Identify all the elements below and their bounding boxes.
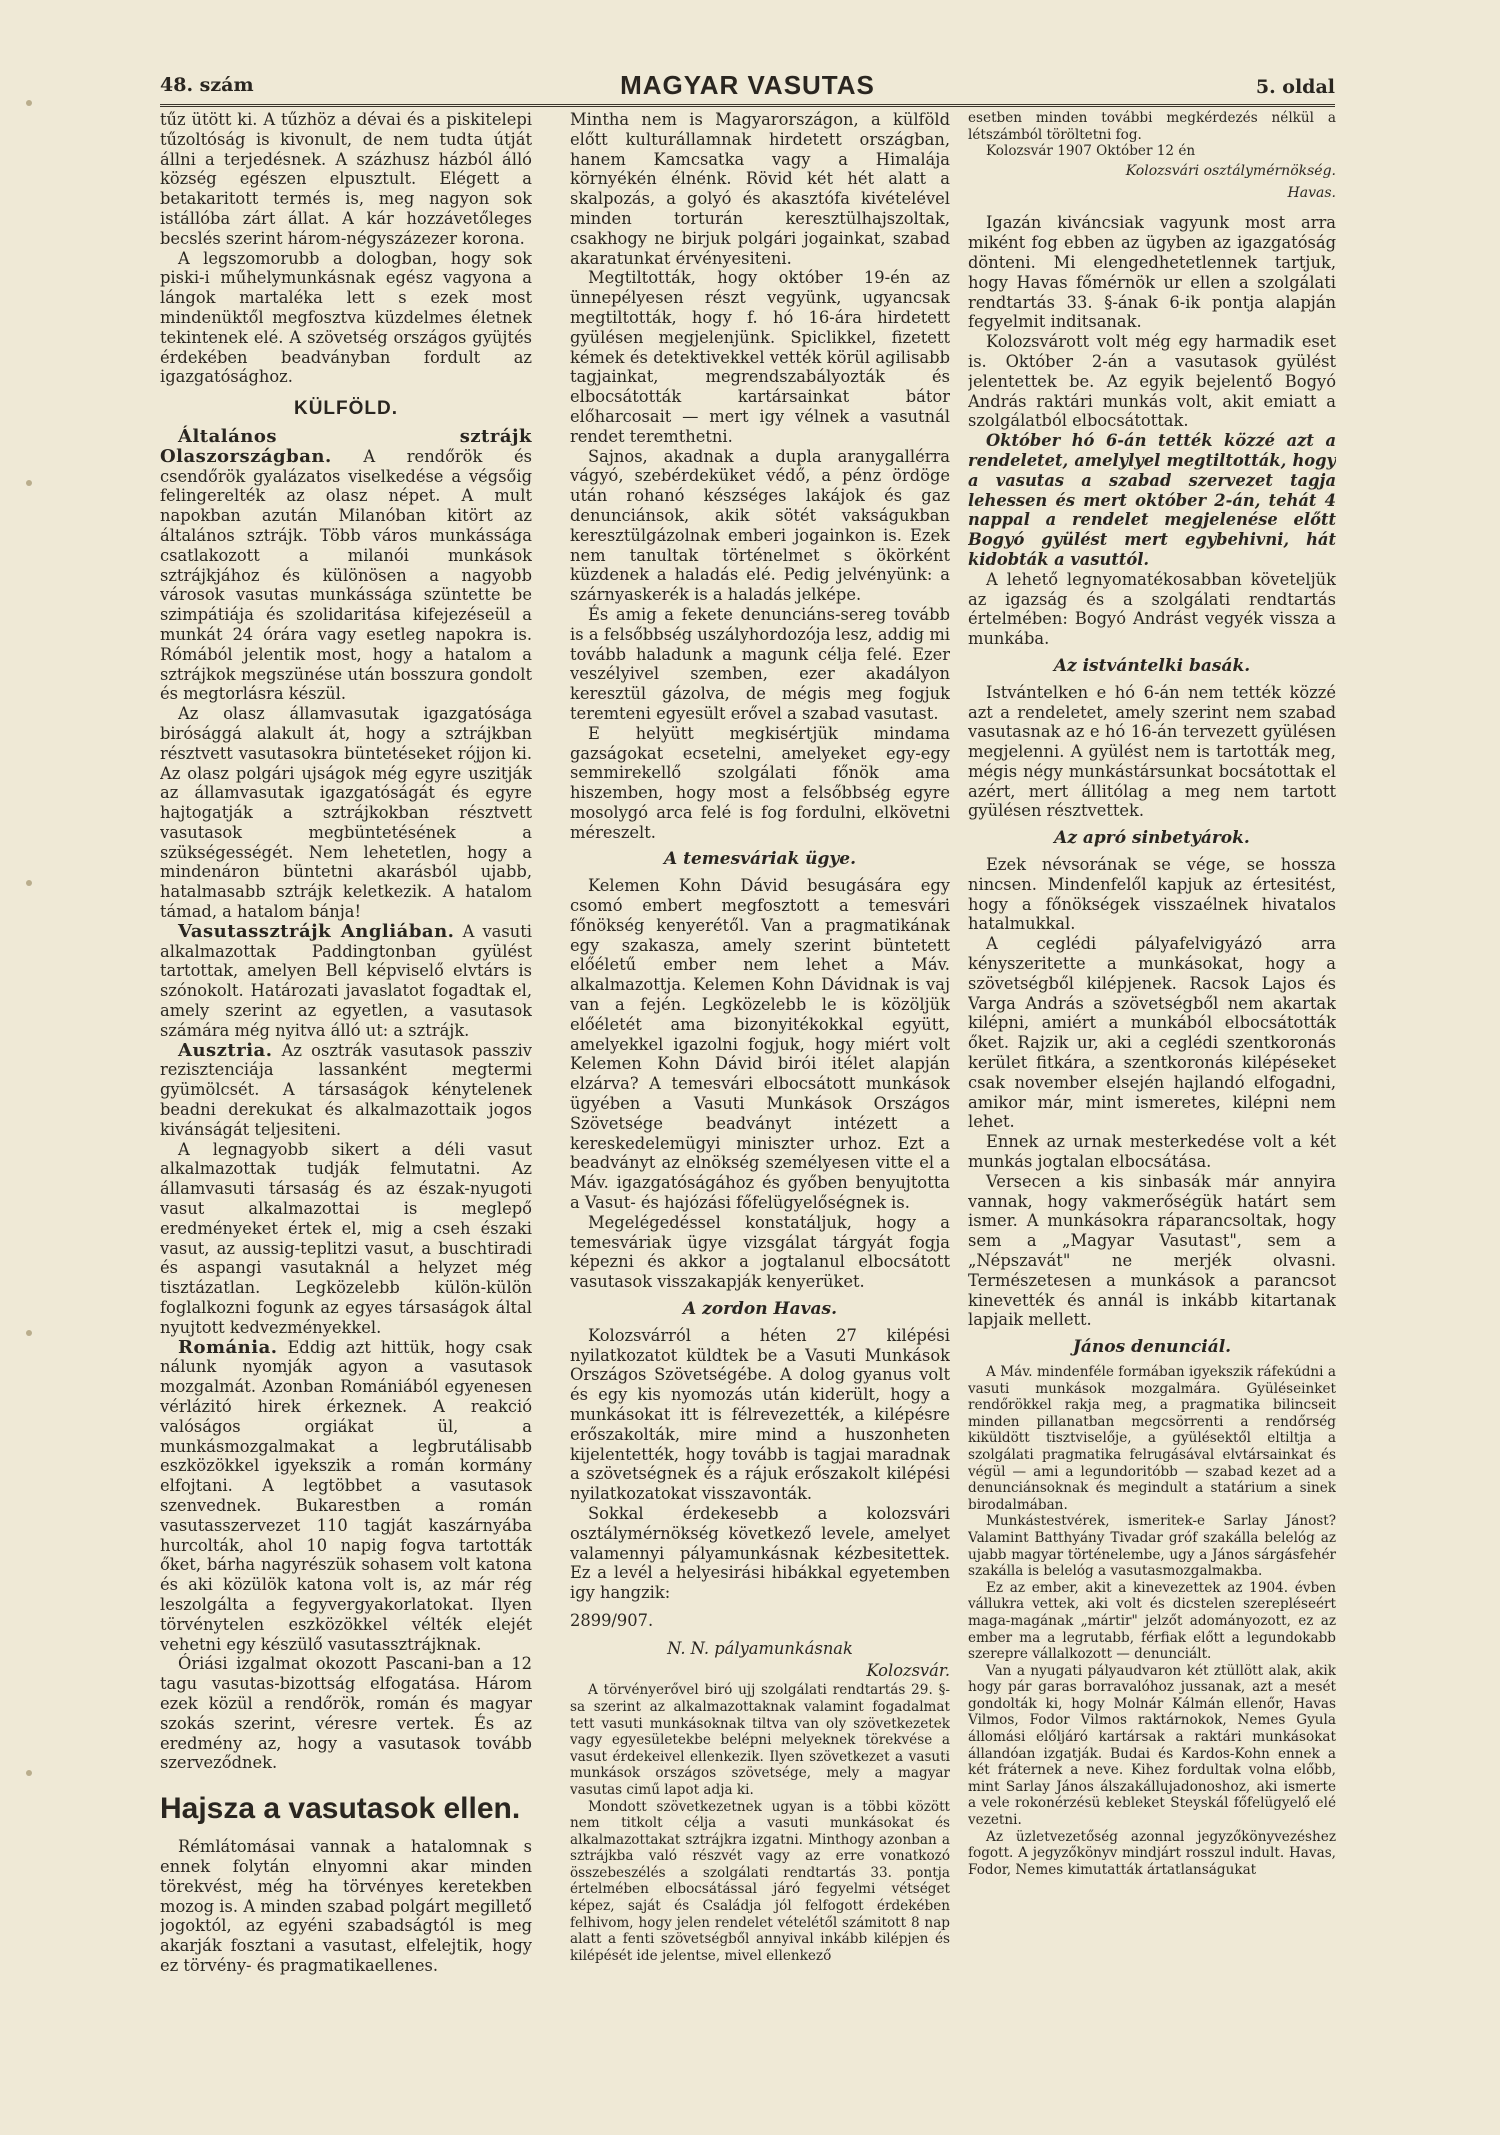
paragraph: Október hó 6-án tették közzé azt a rendeletet, amelylyel megtiltották, hogy a vasutas a szabad szervezet tagja lehessen és mert október 2-án, tehát 4 nappal a rendelet megjelenése előtt Bogyó gyülést mert egybehivni, hát kidobták a vasuttól.: [968, 431, 1336, 569]
paragraph: Van a nyugati pályaudvaron két ztüllött alak, akik hogy pár garas borravalóhoz jussanak, azt a mesét gondolták ki, hogy Molnár Kálmán ellenőr, Havas Vilmos, Fodor Vilmos raktárnokok, Nemes Gyula állomási előljáró kartársak a raktári munkásokat állandóan izgatják. Budai és Kardos-Kohn ennek a két fráternek a neve. Kihez fordultak volna előbb, mint Sarlay János álszakállujadonoshoz, aki ismerte a vele rokonérzésü kebleket Steyskál főfelügyelő elé vezetni.: [968, 1662, 1336, 1829]
article-heading: A temesváriak ügye.: [663, 849, 857, 870]
paragraph: Kolozsvárról a héten 27 kilépési nyilatkozatot küldtek be a Vasuti Munkások Országos Szövetségébe. A dolog gyanus volt és egy kis nyomozás után kiderült, hogy a munkásokat itt is félrevezették, a kilépésre erőszakolták, mire mind a huszonheten kijelentették, hogy tovább is tagjai maradnak a szövetségnek és a rájuk erőszakolt kilépési nyilatkozatokat visszavonták.: [570, 1325, 950, 1504]
punch-hole: [26, 100, 32, 106]
document-signature: Kolozsvári osztálymérnökség.: [1125, 162, 1336, 179]
masthead: MAGYAR VASUTAS: [620, 70, 875, 100]
paragraph: Mintha nem is Magyarországon, a külföld előtt kulturállamnak hirdetett országban, hanem Kamcsatka vagy a Himalája környékén élnénk. Rövid két hét alatt a skalpozás, a golyó és akasztófa kivételével minden torturán keresztülhajszoltak, csakhogy ne birjuk polgári jogainkat, szabad akaratunkat érvényesiteni.: [570, 110, 950, 268]
article-heading: Általános sztrájk Olaszországban.: [160, 425, 532, 467]
page-header: [160, 70, 1335, 107]
paragraph: Sokkal érdekesebb a kolozsvári osztálymérnökség következő levele, amelyet valamennyi pályamunkásnak kézbesitettek. Ez a levél a helyesirási hibákkal egyetemben igy hangzik:: [570, 1503, 950, 1603]
paragraph: A legszomorubb a dologban, hogy sok piski-i műhelymunkásnak egész vagyona a lángok martaléka lett s ezek most mindenüktől megfosztva küzdelmes életnek tekintenek elé. A szövetség országos gyüjtés érdekében beadványban fordult az igazgatósághoz.: [160, 248, 532, 387]
paragraph: Megtiltották, hogy október 19-én az ünnepélyesen részt vegyünk, ugyancsak megtiltották, hogy f. hó 16-ára hirdetett gyülésen megjelenjünk. Spiclikkel, fizetett kémek és detektivekkel vették körül agilisabb tagjainkat, megrendszabályozták és elbocsátották kartársainkat bátor előharcosait — mert igy vélnek a vasutnál rendet teremthetni.: [570, 268, 950, 446]
document-date: Kolozsvár 1907 Október 12 én: [986, 143, 1196, 160]
paragraph: A Máv. mindenféle formában igyekszik ráfekúdni a vasuti munkások mozgalmára. Gyüléseinket rendőrökkel rakja meg, a pragmatika bilincseit minden pillanatban megcsörrenti a rendőrség kiküldött tisztviselője, a gyülésektől eltiltja a szolgálati pragmatika felrugásával elvtársainkat és végül — ami a legundoritóbb — szabad kezet ad a denunciánsoknak és megindult a statárium a sinek birodalmában.: [968, 1364, 1336, 1513]
paragraph: Az olasz államvasutak igazgatósága birósággá alakult át, hogy a sztrájkban résztvett vasutasokra büntetéseket rójjon ki. Az olasz polgári ujságok még egyre uszitják az államvasutak igazgatóságát és egyre hajtogatják a sztrájkokban résztvett vasutasok megbüntetésének a szükségességét. Nem lehetetlen, hogy a mindenáron büntetni akarásból ujabb, hatalmasabb sztrájk keletkezik. A hatalom támad, a hatalom bánja!: [160, 704, 532, 922]
paragraph: És amig a fekete denunciáns-sereg tovább is a felsőbbség uszályhordozója lesz, addig mi tovább haladunk a magunk célja felé. Ezer veszélyivel szemben, ezer akadályon keresztül gázolva, de mégis meg fogjuk teremteni egyesült erővel a szabad vasutast.: [570, 604, 950, 723]
document-place: Kolozsvár.: [866, 1660, 950, 1680]
article-text: Eddig azt hittük, hogy csak nálunk nyomják agyon a vasutasok mozgalmát. Azonban Romániából egyenesen vérlázitó hirek érkeznek. A reakció valóságos orgiákat ül, a munkásmozgalmakat a legbrutálisabb eszközökkel igyekszik a román kormány elfojtani. A legtöbbet a vasutasok szenvednek. Bukarestben a román vasutasszervezet 110 tagját kaszárnyába hurcolták, ahol 10 napig fogva tartották őket, bárha nagyrészük sohasem volt katona és aki közülök katona volt is, az már rég leszolgálta a fegyvergyakorlatokat. Ilyen törvénytelen eszközökkel vélték elejét vehetni egy készülő vasutassztrájknak.: [160, 1337, 532, 1654]
paragraph: Kelemen Kohn Dávid besugására egy csomó embert megfosztott a temesvári főnökség kenyerétől. Van a pragmatikának egy szakasza, amely szerint büntetett előéletű ember nem lehet a Máv. alkalmazottja. Kelemen Kohn Dávidnak is vaj van a fején. Legközelebb le is közöljük előéletét ama bizonyitékokkal együtt, amelyekkel igazolni fogjuk, hogy miért volt Kelemen Kohn Dávid birói itélet alapján elzárva? A temesvári elbocsátott munkások ügyében a Vasuti Munkások Országos Szövetsége beadványt intézett a kereskedelemügyi miniszter urhoz. Ezt a beadványt az elnökség személyesen vitte el a Máv. igazgatóságához és győben benyujtotta a Vasut- és hajózási főfelügyelőségnek is.: [570, 876, 950, 1213]
paragraph: Istvántelken e hó 6-án nem tették közzé azt a rendeletet, amely szerint nem szabad vasutasnak az e hó 16-án tervezett gyülésen megjelenni. A gyülést nem is tartották meg, mégis négy munkástársunkat bocsátottak el azért, mert állitólag a meg nem tartott gyülésen résztvettek.: [968, 682, 1336, 821]
paragraph: Megelégedéssel konstatáljuk, hogy a temesváriak ügye vizsgálat tárgyát fogja képezni és akkor a jogtalanul elbocsátott vasutasok visszakapják kenyerüket.: [570, 1212, 950, 1292]
paragraph: Az üzletvezetőség azonnal jegyzőkönyvezéshez fogott. A jegyzőkönyv mindjárt rosszul indult. Havas, Fodor, Nemes kimutatták ártatlanságukat: [968, 1828, 1336, 1878]
punch-hole: [26, 880, 32, 886]
paragraph: A ceglédi pályafelvigyázó arra kényszeritette a munkásokat, hogy a szövetségből kilépjenek. Racsok Lajos és Varga András a szövetségből nem akartak kilépni, amiért a munkából elbocsátották őket. Rajzik ur, aki a ceglédi szentkoronás kerület fitkára, a szentkoronás kilépéseket csak november elsején hajlandó elfogadni, amikor már, mint ismeretes, kilépni nem lehet.: [968, 934, 1336, 1132]
article-heading: Ausztria.: [178, 1039, 273, 1061]
article-text: A vasuti alkalmazottak Paddingtonban gyülést tartottak, amelyen Bell képviselő elvtárs is szónokolt. Határozati javaslatot fogadtak el, amely szerint az egyetlen, a vasutasok számára még nyitva álló ut: a sztrájk.: [160, 921, 532, 1040]
article-heading: Vasutassztrájk Angliában.: [178, 920, 455, 942]
column-3: [968, 110, 1336, 2070]
paragraph: Rémlátomásai vannak a hatalomnak s ennek folytán elnyomni akar minden törekvést, még ha törvényes keretekben mozog is. A minden szabad polgárt megillető jogoktól, az egyéni szabadságtól is meg akarják fosztani a vasutast, elfelejtik, hogy ez törvény- és pragmatikaellenes.: [160, 1837, 532, 1975]
paragraph: Igazán kiváncsiak vagyunk most arra miként fog ebben az ügyben az igazgatóság dönteni. Mi elengedhetetlennek tartjuk, hogy Havas főmérnök ur ellen a szolgálati rendtartás 33. §-ának 6-ik pontja alapján fegyelmit inditsanak.: [968, 213, 1336, 332]
quoted-paragraph: Mondott szövetkezetnek ugyan is a többi között nem titkolt célja a vasuti munkásokat és alkalmazottakat sztrájkra izgatni. Minthogy azonban a sztrájkba való részvét vagy az erre vonatkozó összebeszélés a szolgálati rendtartás 33. pontja értelmében elbocsátással járó fegyelmi vétséget képez, saját és Családja jól felfogott érdekében felhivom, hogy jelen rendelet vételétől számitott 8 nap alatt a fenti szövetségből annyival inkább kilépjen és kilépését ide jelentse, mivel ellenkező: [570, 1798, 950, 1964]
page-number: 5. oldal: [1255, 76, 1335, 98]
document-addressee: N. N. pályamunkásnak: [667, 1638, 853, 1658]
column-2: [570, 110, 950, 2070]
paragraph: Ezek névsorának se vége, se hossza nincsen. Mindenfelől kapjuk az értesitést, hogy a főnökségek visszaélnek hivatalos hatalmukkal.: [968, 855, 1336, 934]
document-number: 2899/907.: [570, 1610, 654, 1630]
document-signature-name: Havas.: [1287, 184, 1336, 201]
article-heading: János denunciál.: [1072, 1337, 1232, 1358]
article-heading: Románia.: [178, 1336, 278, 1358]
quoted-paragraph: A törvényerővel biró ujj szolgálati rendtartás 29. §-sa szerint az alkalmazottaknak valamint fogadalmat tett vasuti munkásoknak tiltva van oly szövetkezetek vagy egyesületekbe belépni melyeknek törekvése a vasut érdekeivel ellenkezik. Ilyen szövetkezet a vasuti munkások országos szövetsége, mely a magyar vasutas cimű lapot adja ki.: [570, 1682, 950, 1798]
column-1: [160, 110, 532, 2070]
paragraph: E helyütt megkisértjük mindama gazságokat ecsetelni, amelyeket egy-egy semmirekellő szolgálati főnök ama hiszemben, hogy most a felsőbbség egyre mosolygó arca felé is fog fordulni, elkövetni méreszelt.: [570, 723, 950, 842]
paragraph: Sajnos, akadnak a dupla aranygallérra vágyó, szebérdeküket védő, a pénz ördöge után rohanó készséges lakájok és gaz denunciánsok, akik sötét vakságukban keresztülgázolnak emberi jogainkon is. Ezek nem tanultak történelmet s ökörként küzdenek a haladás elé. Pedig jelvényünk: a szárnyaskerék is a haladás jelképe.: [570, 446, 950, 605]
paragraph: Munkástestvérek, ismeritek-e Sarlay Jánost? Valamint Batthyány Tivadar gróf szakálla belelóg az ujabb magyar történelembe, ugy a János sárgásfehér szakálla is belelóg a vasutasmozgalmakba.: [968, 1513, 1336, 1580]
punch-hole: [26, 480, 32, 486]
paragraph: Kolozsvárott volt még egy harmadik eset is. Október 2-án a vasutasok gyülést jelentettek be. Az egyik bejelentő Bogyó András raktári munkás volt, akit emiatt a szolgálatból elbocsátottak.: [968, 332, 1336, 431]
paragraph: Versecen a kis sinbasák már annyira vannak, hogy vakmerőségük határt sem ismer. A munkásokra ráparancsoltak, hogy sem a „Magyar Vasutast", sem a „Népszavát" ne merjék olvasni. Természetesen a munkások a parancsot kinevették és annál is inkább kitartanak lapjaik mellett.: [968, 1171, 1336, 1330]
paragraph: Óriási izgalmat okozott Pascani-ban a 12 tagu vasutas-bizottság elfogatása. Három ezek közül a rendőrök, román és magyar szokás szerint, véresre vertek. És az eredmény az, hogy a vasutasok tovább szerveződnek.: [160, 1654, 532, 1773]
paragraph: Ennek az urnak mesterkedése volt a két munkás jogtalan elbocsátása.: [968, 1132, 1336, 1172]
punch-hole: [26, 1770, 32, 1776]
paragraph: Ez az ember, akit a kinevezettek az 1904. évben vállukra vettek, aki volt és dicstelen szerepléseért maga-magának „mártir" jelzőt adományozott, ez az ember ma a legrutabb, férfiak előtt a legundokabb szerepre vállalkozott — denunciált.: [968, 1579, 1336, 1663]
issue-number: 48. szám: [160, 74, 254, 96]
article-heading: Az istvántelki basák.: [1053, 655, 1251, 676]
article-heading: Az apró sinbetyárok.: [1054, 828, 1250, 849]
punch-hole: [26, 1330, 32, 1336]
article-title-hajsza: Hajsza a vasutasok ellen.: [160, 1792, 521, 1826]
article-heading: A zordon Havas.: [682, 1299, 838, 1320]
section-heading-kulfold: KÜLFÖLD.: [293, 398, 399, 420]
paragraph: A legnagyobb sikert a déli vasut alkalmazottak tudják felmutatni. Az államvasuti társaság és az észak-nyugoti vasut alkalmazottai is meglepő eredményeket értek el, mig a cseh északi vasut, az aussig-teplitzi vasut, a buschtiradi és aspangi vasutaknál a helyzet még tisztázatlan. Legközelebb külön-külön foglalkozni fogunk az egyes társaságok által nyujtott kedvezményekkel.: [160, 1139, 532, 1337]
article-text: Az osztrák vasutasok passziv rezisztenciája lassanként megtermi gyümölcsét. A társaságok kénytelenek beadni derekukat és alkalmazottaik jogos kivánságát teljesiteni.: [160, 1040, 532, 1139]
quoted-paragraph: esetben minden további megkérdezés nélkül a létszámból töröltetni fog.: [968, 110, 1336, 143]
article-text: A rendőrök és csendőrök gyalázatos viselkedése a végsőig felingerelték az olasz népet. A mult napokban azután Milanóban kitört az általános sztrájk. Több város munkássága csatlakozott a milanói munkások sztrájkjához és különösen a nagyobb városok vasutas munkássága szüntette be szimpátiája és szolidaritása kifejezéseül a munkát 24 órára vagy esetleg napokra is. Rómából jelentik most, hogy a hatalom a sztrájkok megszünése után bosszura gondolt és megtorlásra készül.: [160, 446, 532, 704]
paragraph: A lehető legnyomatékosabban követeljük az igazság és a szolgálati rendtartás értelmében: Bogyó Andrást vegyék vissza a munkába.: [968, 569, 1336, 649]
paragraph: tűz ütött ki. A tűzhöz a dévai és a piskitelepi tűzoltóság is kivonult, de nem tudta útját állni a terjedésnek. A százhusz házból álló község egészen elpusztult. Elégett a betakaritott termés is, meg nagyon sok istállóba zárt állat. A kár hozzávetőleges becslés szerint három-négyszázezer korona.: [160, 110, 532, 248]
